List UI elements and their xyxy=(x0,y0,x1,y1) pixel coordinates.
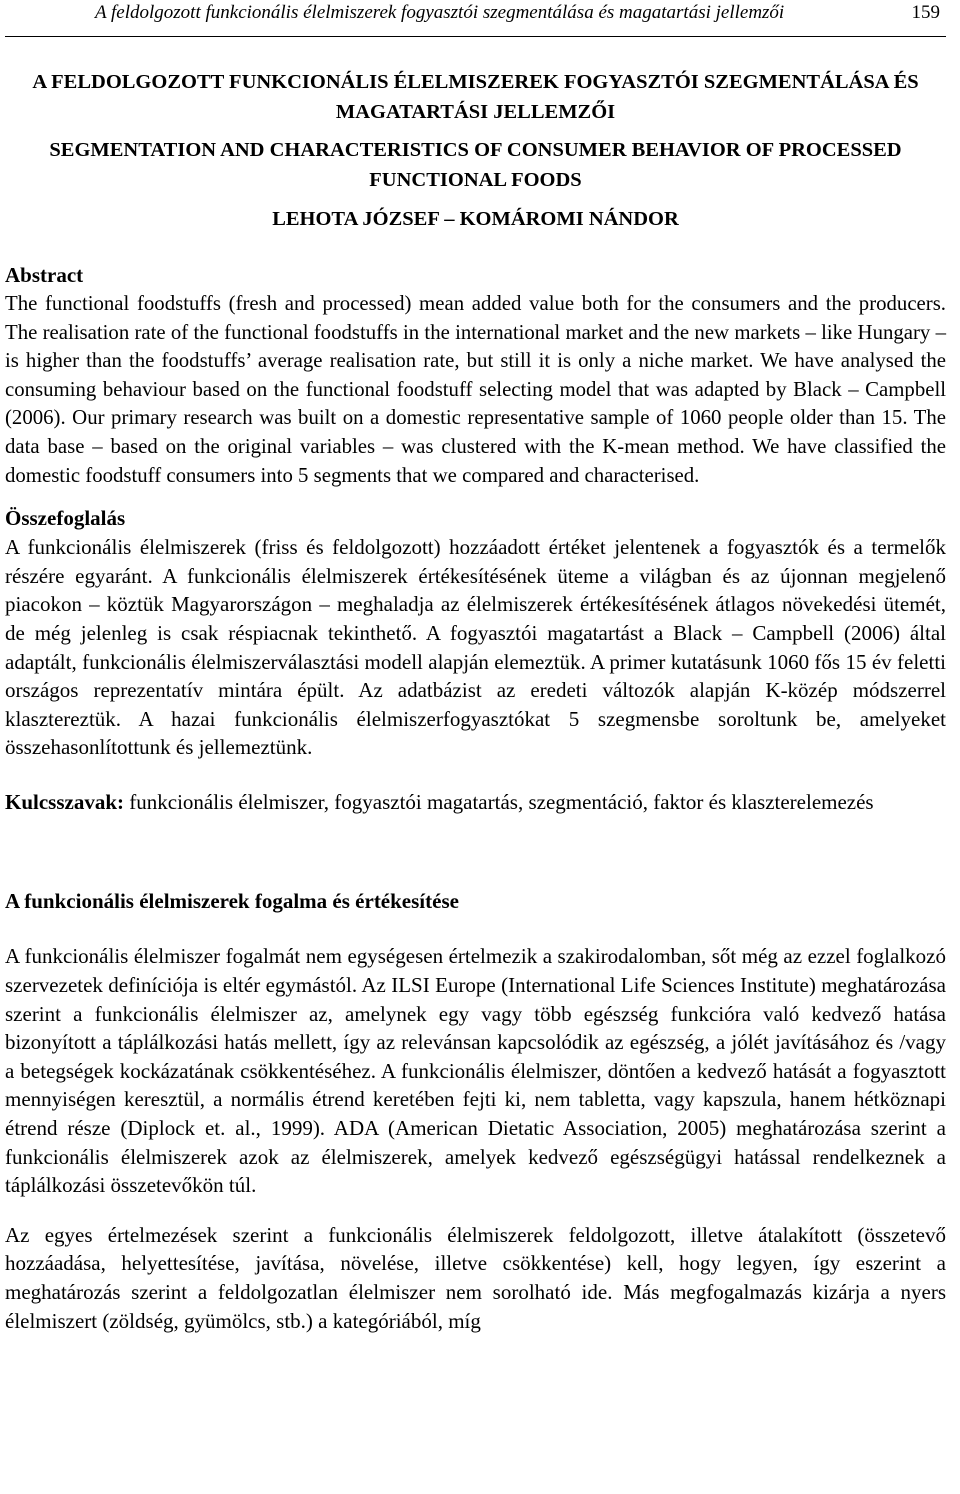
abstract-heading: Abstract xyxy=(5,263,84,287)
summary-heading: Összefoglalás xyxy=(5,506,126,531)
running-title: A feldolgozott funkcionális élelmiszerek fogyasztói szegmentálása és magatartási jellemzői xyxy=(95,2,785,23)
running-header xyxy=(5,0,946,37)
title-english: SEGMENTATION AND CHARACTERISTICS OF CONSUMER BEHAVIOR OF PROCESSED FUNCTIONAL FOODS xyxy=(49,139,902,191)
summary-text: A funkcionális élelmiszerek (friss és feldolgozott) hozzáadott értéket jelentenek a fogyasztók és a termelők részére egyaránt. A funkcionális élelmiszerek értékesítésének üteme a világban és az újonnan megjelenő piacokon – köztük Magyarországon – meghaladja az élelmiszerek értékesítésének átlagos növekedési ütemét, de még jelenleg is csak réspiacnak tekinthető. A fogyasztói magatartást a Black – Campbell (2006) által adaptált, funkcionális élelmiszerválasztási modell alapján elemeztük. A primer kutatásunk 1060 fős 15 év feletti országos reprezentatív mintára épült. Az adatbázist az eredeti változók alapján K-közép módszerrel klasztereztük. A hazai funkcionális élelmiszerfogyasztókat 5 szegmensbe soroltunk be, amelyeket összehasonlítottunk és jellemeztünk. xyxy=(5,535,946,760)
keywords-label: Kulcsszavak: xyxy=(5,789,125,814)
keywords xyxy=(5,788,946,818)
section-paragraph-2: Az egyes értelmezések szerint a funkcionális élelmiszerek feldolgozott, illetve átalakított (összetevő hozzáadása, helyettesítése, javítása, növelése, illetve csökkentése) kell, hogy legyen, így eszerint a meghatározás szerint a feldolgozatlan élelmiszer nem sorolható ide. Más megfogalmazás kizárja a nyers élelmiszert (zöldség, gyümölcs, stb.) a kategóriából, míg xyxy=(5,1222,946,1333)
page-number: 159 xyxy=(911,2,940,23)
title-hungarian: A FELDOLGOZOTT FUNKCIONÁLIS ÉLELMISZEREK FOGYASZTÓI SZEGMENTÁLÁSA ÉS MAGATARTÁSI JELLEMZŐI xyxy=(32,71,919,123)
keywords-text: funkcionális élelmiszer, fogyasztói magatartás, szegmentáció, faktor és klaszterelemezés xyxy=(129,789,874,814)
section-heading: A funkcionális élelmiszerek fogalma és értékesítése xyxy=(5,889,459,914)
abstract-text: The functional foodstuffs (fresh and processed) mean added value both for the consumers and the producers. The realisation rate of the functional foodstuffs in the international market and the new markets – like Hungary – is higher than the foodstuffs’ average realisation rate, but still it is only a niche market. We have analysed the consuming behaviour based on the functional foodstuff selecting model that was adapted by Black – Campbell (2006). Our primary research was built on a domestic representative sample of 1060 people older than 15. The data base – based on the original variables – was clustered with the K-mean method. We have classified the domestic foodstuff consumers into 5 segments that we compared and characterised. xyxy=(5,292,946,487)
section-paragraph-1: A funkcionális élelmiszer fogalmát nem egységesen értelmezik a szakirodalomban, sőt még az ezzel foglalkozó szervezetek definíciója is eltér egymástól. Az ILSI Europe (International Life Sciences Institute) meghatározása szerint a funkcionális élelmiszer az, amelynek egy vagy több egészség funkcióra való kedvező hatása bizonyított a táplálkozási hatás mellett, így az relevánsan kapcsolódik az egészség, a jólét javításához és /vagy a betegségek kockázatának csökkentéséhez. A funkcionális élelmiszer, döntően a kedvező hatását a fogyasztott mennyiségen keresztül, a normális étrend keretében fejti ki, nem tabletta, vagy kapszula, hanem hétköznapi étrend része (Diplock et. al., 1999). ADA (American Dietatic Association, 2005) meghatározása szerint a funkcionális élelmiszerek azok az élelmiszerek, amelyek kedvező egészségügyi hatással rendelkeznek a táplálkozási összetevőkön túl. xyxy=(5,944,946,1198)
title-block xyxy=(5,67,946,234)
authors: LEHOTA JÓZSEF – KOMÁROMI NÁNDOR xyxy=(272,208,679,230)
